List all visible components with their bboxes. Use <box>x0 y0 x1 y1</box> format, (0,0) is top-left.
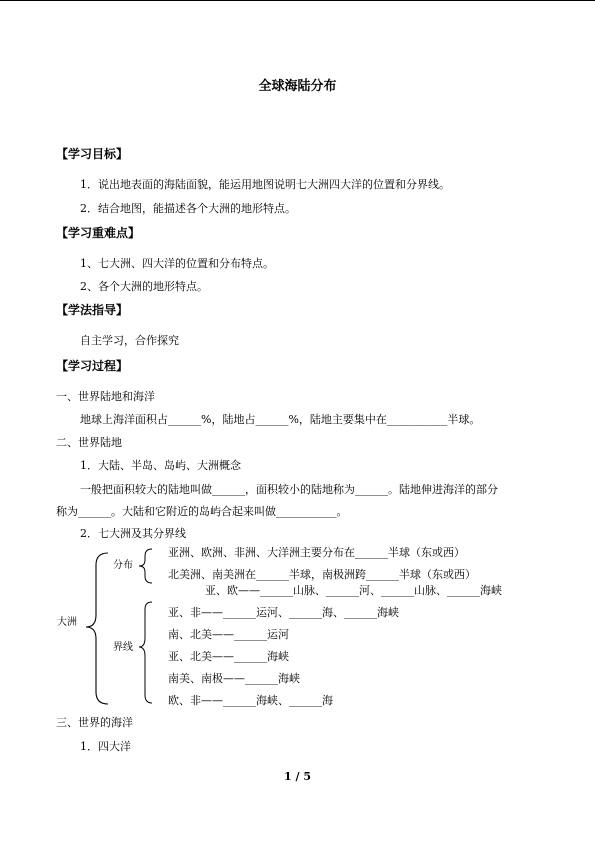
diagram-root-label: 大洲 <box>57 617 77 628</box>
distribution-line-1: 亚洲、欧洲、非洲、大洋洲主要分布在______半球（东或西） <box>168 546 465 559</box>
part3-title: 三、世界的海洋 <box>56 716 133 729</box>
part1-title: 一、世界陆地和海洋 <box>56 390 155 403</box>
process-heading: 【学习过程】 <box>56 359 129 373</box>
boundary-line-south-america-antarctica: 南美、南极——______海峡 <box>168 672 300 685</box>
top-rule <box>0 0 595 1</box>
part2-paragraph-line2: 称为______。大陆和它附近的岛屿合起来叫做___________。 <box>56 505 348 518</box>
branch-distribution-label: 分布 <box>113 560 133 571</box>
method-text: 自主学习，合作探究 <box>80 334 179 347</box>
part2-title: 二、世界陆地 <box>56 436 122 449</box>
objectives-heading: 【学习目标】 <box>56 147 129 161</box>
boundary-line-asia-europe: 亚、欧——______山脉、______河、______山脉、______海峡 <box>205 584 502 597</box>
boundary-line-south-north-america: 南、北美——______运河 <box>168 628 289 641</box>
part2-sub2: 2．七大洲及其分界线 <box>80 527 186 540</box>
page-number: 1 / 5 <box>284 770 311 783</box>
key-point-item-2: 2、各个大洲的地形特点。 <box>80 280 208 293</box>
part3-sub1: 1．四大洋 <box>80 740 131 753</box>
distribution-line-2: 北美洲、南美洲在______半球，南极洲跨______半球（东或西） <box>168 568 476 581</box>
page-title: 全球海陆分布 <box>258 79 337 94</box>
objective-item-2: 2．结合地图，能描述各个大洲的地形特点。 <box>80 202 296 215</box>
distribution-brace <box>139 549 152 583</box>
boundary-line-asia-north-america: 亚、北美——______海峡 <box>168 650 289 663</box>
boundary-line-europe-africa: 欧、非——______海峡、______海 <box>168 694 333 707</box>
part1-line: 地球上海洋面积占______%，陆地占______%，陆地主要集中在___________半球。 <box>80 413 481 426</box>
method-heading: 【学法指导】 <box>56 303 129 317</box>
key-points-heading: 【学习重难点】 <box>56 226 141 240</box>
boundary-line-asia-africa: 亚、非——______运河、______海、______海峡 <box>168 606 399 619</box>
part2-sub1: 1．大陆、半岛、岛屿、大洲概念 <box>80 459 241 472</box>
part2-paragraph-line1: 一般把面积较大的陆地叫做______，面积较小的陆地称为______。陆地伸进海洋的部分 <box>80 483 498 496</box>
boundary-brace <box>139 602 152 703</box>
branch-boundary-label: 界线 <box>113 642 133 653</box>
main-brace <box>86 553 108 704</box>
key-point-item-1: 1、七大洲、四大洋的位置和分布特点。 <box>80 257 274 270</box>
objective-item-1: 1．说出地表面的海陆面貌，能运用地图说明七大洲四大洋的位置和分界线。 <box>80 178 450 191</box>
